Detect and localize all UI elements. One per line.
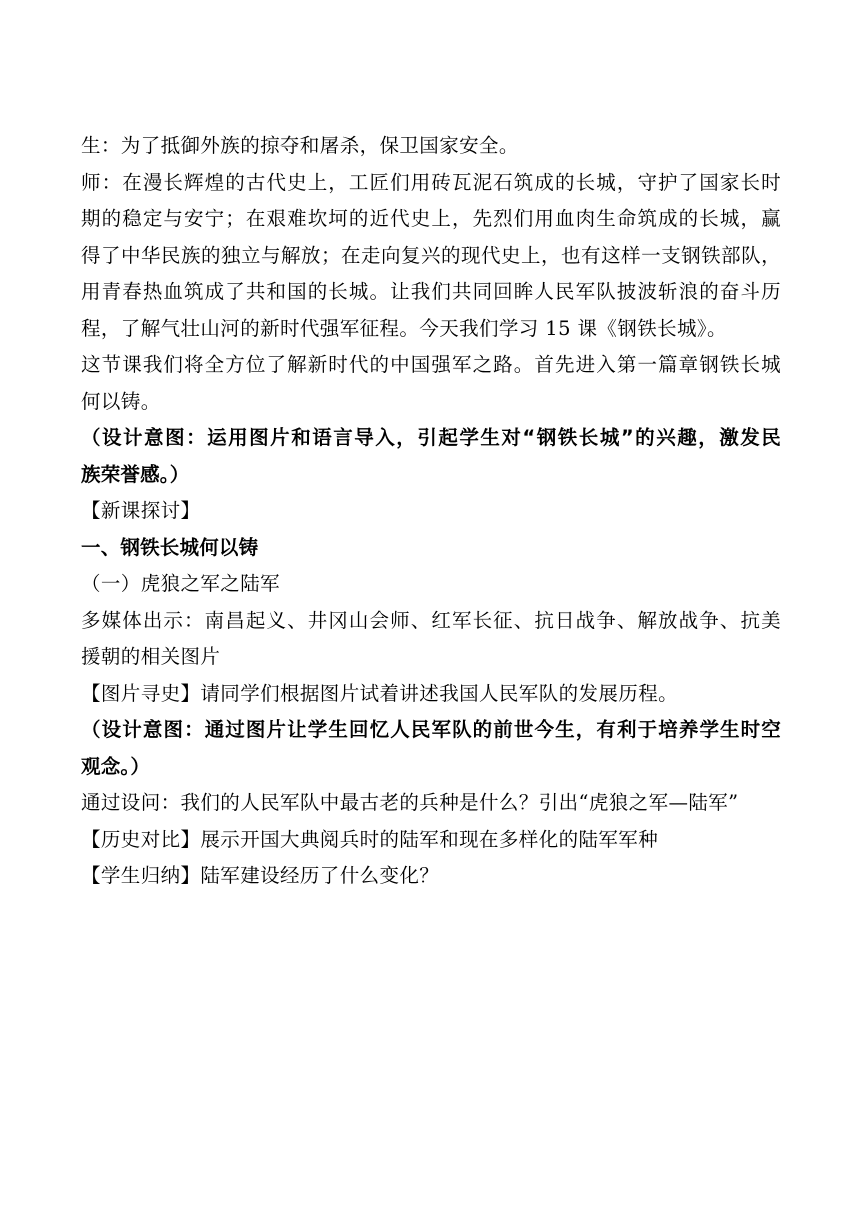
design-intent-2-line-2: 观念。） [81,754,151,778]
multimedia-line-1: 多媒体出示：南昌起义、井冈山会师、红军长征、抗日战争、解放战争、抗美 [81,608,781,632]
chapter-heading: 一、钢铁长城何以铸 [81,535,259,559]
student-answer: 生：为了抵御外族的掠夺和屠杀，保卫国家安全。 [81,134,519,157]
teacher-intro-line-1: 师：在漫长辉煌的古代史上，工匠们用砖瓦泥石筑成的长城，守护了国家长时 [81,170,781,194]
lesson-overview-line-2: 何以铸。 [81,389,161,413]
history-comparison: 【历史对比】展示开国大典阅兵时的陆军和现在多样化的陆军军种 [81,827,659,851]
design-intent-1-line-1: （设计意图：运用图片和语言导入，引起学生对“钢铁长城”的兴趣，激发民 [81,426,781,449]
teacher-intro-line-4: 用青春热血筑成了共和国的长城。让我们共同回眸人民军队披波斩浪的奋斗历 [81,280,781,303]
question-prompt: 通过设问：我们的人民军队中最古老的兵种是什么？引出“虎狼之军—陆军” [81,791,739,814]
teacher-intro-line-5: 程，了解气壮山河的新时代强军征程。今天我们学习 15 课《钢铁长城》。 [81,316,727,340]
teacher-intro-line-2: 期的稳定与安宁；在艰难坎坷的近代史上，先烈们用血肉生命筑成的长城，赢 [81,207,781,230]
design-intent-2-line-1: （设计意图：通过图片让学生回忆人民军队的前世今生，有利于培养学生时空 [81,718,781,741]
multimedia-line-2: 援朝的相关图片 [81,645,221,668]
section-heading-new-lesson: 【新课探讨】 [81,499,201,522]
picture-history-activity: 【图片寻史】请同学们根据图片试着讲述我国人民军队的发展历程。 [81,681,679,705]
subsection-heading: （一）虎狼之军之陆军 [81,572,281,595]
student-summary: 【学生归纳】陆军建设经历了什么变化？ [81,864,440,887]
teacher-intro-line-3: 得了中华民族的独立与解放；在走向复兴的现代史上，也有这样一支钢铁部队， [81,243,781,267]
lesson-overview-line-1: 这节课我们将全方位了解新时代的中国强军之路。首先进入第一篇章钢铁长城 [81,353,781,376]
design-intent-1-line-2: 族荣誉感。） [81,462,190,486]
document-body [81,128,781,895]
